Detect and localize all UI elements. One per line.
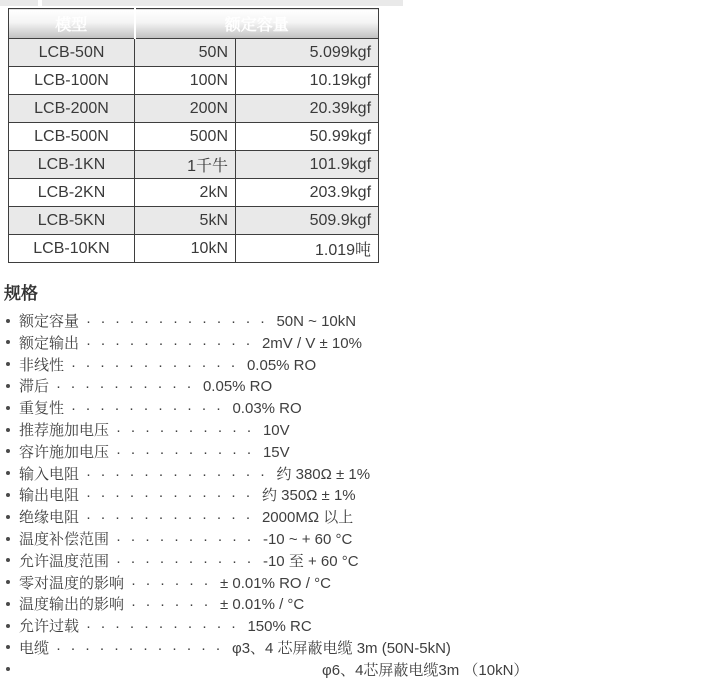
spec-label: 容许施加电压 (19, 443, 110, 461)
spec-item (4, 355, 705, 377)
model-cell: LCB-100N (9, 67, 135, 95)
spec-value: -10 至 + 60 °C (262, 552, 359, 570)
spec-value: φ3、4 芯屏蔽电缆 3m (50N-5kN) (231, 639, 451, 657)
capacity-n-cell: 50N (135, 39, 236, 67)
bullet-icon (6, 537, 10, 541)
bullet-icon (6, 624, 10, 628)
bullet-icon (6, 319, 10, 323)
spec-label: 输出电阻 (19, 487, 80, 505)
spec-label: 允许过载 (19, 618, 80, 636)
model-cell: LCB-200N (9, 95, 135, 123)
capacity-table-body (9, 39, 379, 263)
spec-item (4, 485, 705, 507)
table-row (9, 151, 379, 179)
cropped-cell-fragment (0, 0, 38, 6)
spec-value: 2000MΩ 以上 (261, 509, 354, 527)
spec-item (4, 551, 705, 573)
spec-item (4, 464, 705, 486)
dot-leader: ············ (86, 509, 260, 527)
capacity-n-cell: 1千牛 (135, 151, 236, 179)
model-cell: LCB-500N (9, 123, 135, 151)
bullet-icon (6, 602, 10, 606)
spec-value: -10 ~ + 60 °C (262, 530, 353, 548)
bullet-icon (6, 515, 10, 519)
capacity-alt-cell: 1.019吨 (236, 235, 379, 263)
spec-value: 10V (262, 421, 290, 439)
spec-item (4, 442, 705, 464)
bullet-icon (6, 384, 10, 388)
capacity-alt-cell: 101.9kgf (236, 151, 379, 179)
spec-label: 额定输出 (19, 334, 80, 352)
bullet-icon (6, 558, 10, 562)
specs-heading: 规格 (4, 284, 38, 303)
dot-leader: ·········· (116, 530, 261, 548)
spec-item (4, 660, 705, 682)
spec-label: 电缆 (19, 639, 50, 657)
model-cell: LCB-10KN (9, 235, 135, 263)
specs-section (4, 284, 705, 682)
spec-item (4, 420, 705, 442)
model-cell: LCB-2KN (9, 179, 135, 207)
spec-item (4, 398, 705, 420)
table-row (9, 123, 379, 151)
table-row (9, 179, 379, 207)
column-header-rated-capacity: 额定容量 (135, 9, 379, 39)
dot-leader: ············ (86, 487, 260, 505)
model-cell: LCB-50N (9, 39, 135, 67)
spec-value: 0.05% RO (202, 378, 273, 396)
table-row (9, 207, 379, 235)
spec-label: 绝缘电阻 (19, 509, 80, 527)
bullet-icon (6, 340, 10, 344)
spec-value: φ6、4芯屏蔽电缆3m （10kN） (322, 661, 529, 679)
dot-leader: ·········· (116, 421, 261, 439)
cropped-cell-fragment (42, 0, 403, 6)
table-row (9, 39, 379, 67)
table-row (9, 95, 379, 123)
capacity-n-cell: 200N (135, 95, 236, 123)
spec-item (4, 616, 705, 638)
dot-leader: ············ (56, 639, 230, 657)
spec-value: 150% RC (247, 618, 312, 636)
capacity-table-header (9, 9, 379, 39)
bullet-icon (6, 406, 10, 410)
capacity-n-cell: 2kN (135, 179, 236, 207)
dot-leader: ··········· (86, 618, 246, 636)
bullet-icon (6, 449, 10, 453)
capacity-alt-cell: 20.39kgf (236, 95, 379, 123)
spec-label: 允许温度范围 (19, 552, 110, 570)
dot-leader: ············· (86, 465, 275, 483)
dot-leader: ············· (86, 313, 275, 330)
model-cell: LCB-1KN (9, 151, 135, 179)
spec-item (4, 638, 705, 660)
spec-value: 15V (262, 443, 290, 461)
spec-value: 50N ~ 10kN (276, 313, 357, 330)
spec-item (4, 529, 705, 551)
spec-label: 非线性 (19, 356, 65, 374)
spec-label: 温度补偿范围 (19, 530, 110, 548)
model-cell: LCB-5KN (9, 207, 135, 235)
bullet-icon (6, 667, 10, 671)
cropped-row-fragment (0, 0, 705, 6)
spec-label: 零对温度的影响 (19, 574, 125, 592)
spec-item (4, 594, 705, 616)
spec-value: ± 0.01% RO / °C (220, 574, 331, 592)
capacity-alt-cell: 10.19kgf (236, 67, 379, 95)
bullet-icon (6, 428, 10, 432)
dot-leader: ······ (131, 574, 218, 592)
spec-item (4, 573, 705, 595)
spec-value: 约 380Ω ± 1% (276, 465, 371, 483)
capacity-alt-cell: 509.9kgf (236, 207, 379, 235)
dot-leader: ·········· (116, 443, 261, 461)
dot-leader: ············ (86, 334, 260, 352)
spec-label: 输入电阻 (19, 465, 80, 483)
bullet-icon (6, 645, 10, 649)
dot-leader: ·········· (56, 378, 201, 396)
dot-leader: ············ (71, 356, 245, 374)
dot-leader: ··········· (71, 400, 231, 418)
capacity-n-cell: 100N (135, 67, 236, 95)
table-row (9, 235, 379, 263)
column-header-model: 模型 (9, 9, 135, 39)
bullet-icon (6, 362, 10, 366)
spec-item (4, 311, 705, 333)
bullet-icon (6, 471, 10, 475)
spec-value: 2mV / V ± 10% (261, 334, 362, 352)
capacity-n-cell: 500N (135, 123, 236, 151)
capacity-alt-cell: 50.99kgf (236, 123, 379, 151)
capacity-table (8, 8, 379, 263)
spec-item (4, 333, 705, 355)
table-row (9, 67, 379, 95)
capacity-n-cell: 10kN (135, 235, 236, 263)
specs-list (4, 311, 705, 682)
spec-label: 温度输出的影响 (19, 596, 125, 614)
bullet-icon (6, 580, 10, 584)
spec-value: 0.03% RO (232, 400, 302, 418)
spec-value: 约 350Ω ± 1% (261, 487, 356, 505)
capacity-alt-cell: 5.099kgf (236, 39, 379, 67)
spec-value: ± 0.01% / °C (220, 596, 305, 614)
bullet-icon (6, 493, 10, 497)
dot-leader: ······ (131, 596, 218, 614)
spec-label: 推荐施加电压 (19, 421, 110, 439)
spec-label: 滞后 (19, 378, 50, 396)
spec-item (4, 376, 705, 398)
capacity-alt-cell: 203.9kgf (236, 179, 379, 207)
spec-value: 0.05% RO (246, 356, 317, 374)
dot-leader: ·········· (116, 552, 261, 570)
spec-label: 重复性 (19, 400, 65, 418)
spec-label: 额定容量 (19, 313, 80, 330)
capacity-n-cell: 5kN (135, 207, 236, 235)
spec-item (4, 507, 705, 529)
